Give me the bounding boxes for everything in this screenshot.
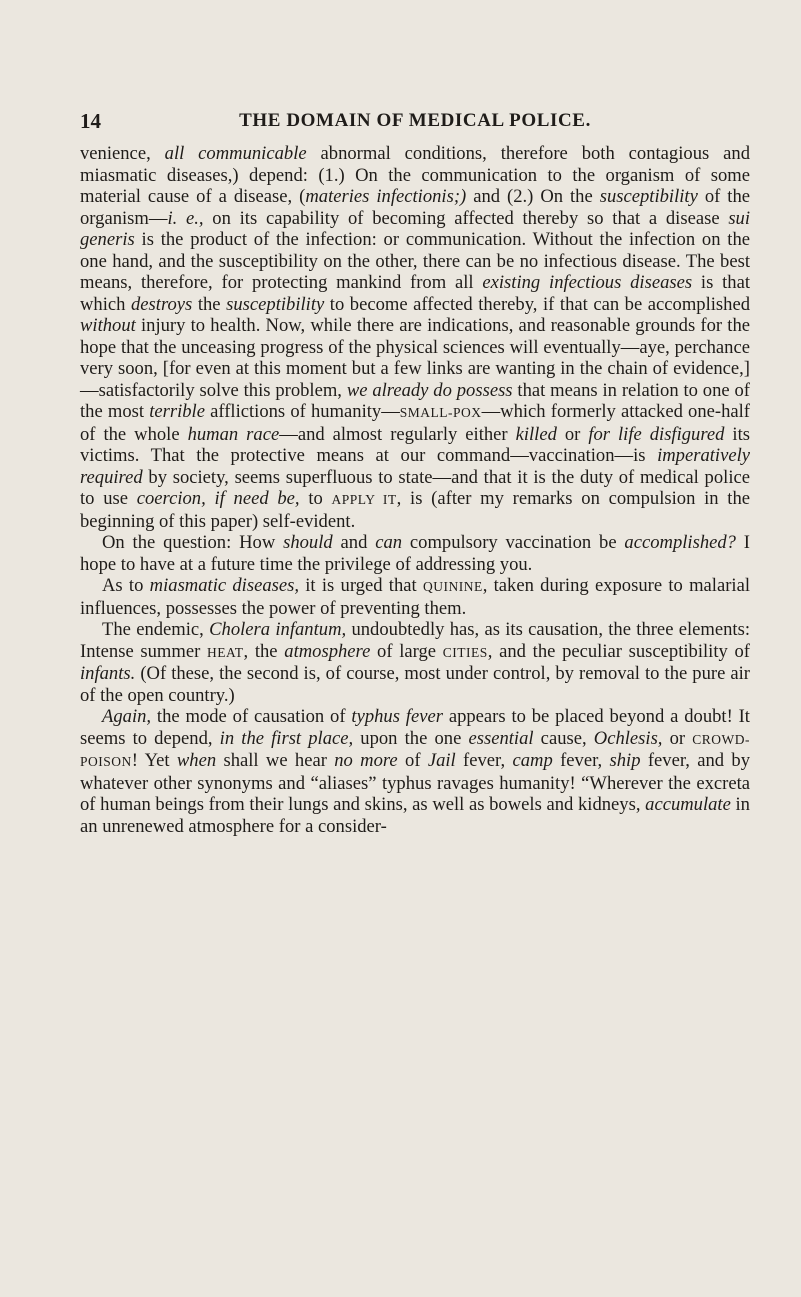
italic-run: imperatively required [80, 445, 750, 488]
text-run: fever, [552, 750, 610, 771]
italic-run: coercion, if need be, [136, 488, 300, 509]
italic-run: when [176, 750, 217, 771]
italic-run: can [375, 532, 403, 553]
text-run: and (2.) On the [466, 186, 600, 207]
text-run: —and almost regularly either [279, 423, 516, 445]
italic-run: typhus fever [351, 706, 443, 727]
text-run: I hope to have at a future time the privilege of addressing you. [80, 532, 750, 575]
italic-run: miasmatic diseases, [149, 575, 299, 596]
italic-run: for life disfigured [588, 423, 725, 445]
italic-run: i. e., [167, 207, 204, 229]
text-run: in an unrenewed atmosphere for a consider- [80, 794, 750, 837]
italic-run: human race [187, 423, 280, 445]
text-run: ! Yet [131, 750, 177, 771]
text-run: fever, and by whatever other synonyms and “aliases” typhus ravages humanity! “Wherever the excreta of human beings from their lungs and skins, as well as bowels and kidneys, [80, 750, 751, 815]
paragraph-vaccination [80, 143, 750, 532]
text-run: injury to health. Now, while there are indications, and reasonable grounds for the hope that the unceasing progress of the physical sciences will eventually—aye, perchance very soon, [for even at this moment but a few links are wanting in the chain of evidence,]—satisfactorily solve this problem, [80, 315, 750, 401]
text-run: is the product of the infection: or communication. Without the infection on the one hand, and the susceptibility on the other, there can be no infectious disease. The best means, therefore, for protecting mankind from all [80, 229, 750, 293]
text-run: of large [370, 640, 443, 662]
running-title: THE DOMAIN OF MEDICAL POLICE. [239, 110, 591, 131]
italic-run: without [80, 315, 136, 336]
small-caps-run: APPLY IT [331, 492, 397, 507]
text-run: to [299, 488, 332, 509]
text-run: by society, seems superfluous to state—and that it is the duty of medical police to use [80, 466, 750, 509]
text-run: cause, [533, 727, 594, 749]
text-run: of [397, 750, 428, 771]
paragraph-miasmatic [80, 575, 750, 619]
italic-run: no more [334, 750, 398, 771]
italic-run: infants. [80, 663, 136, 684]
italic-run: Cholera infantum, [209, 619, 347, 640]
text-run: abnormal conditions, therefore both contagious and miasmatic diseases,) depend: (1.) On the communication to the organism of some material cause of a disease, ( [80, 143, 750, 207]
paragraph-cholera-infantum [80, 619, 750, 706]
small-caps-run: CROWD-POISON [80, 731, 750, 769]
text-run: to become affected thereby, if that can be accomplished [324, 293, 751, 315]
text-run: compulsory vaccination be [402, 532, 625, 553]
italic-run: existing infectious diseases [482, 272, 693, 293]
italic-run: we already do possess [346, 379, 513, 401]
text-run: undoubtedly has, as its causation, the three elements: Intense summer [80, 619, 750, 662]
page-header [80, 109, 750, 133]
text-run: or [662, 727, 693, 749]
text-run: , is (after my remarks on compulsion in the beginning of this paper) self-evident. [80, 488, 751, 532]
italic-run: sui generis [80, 207, 751, 250]
text-run: shall we hear [216, 750, 335, 771]
text-run: The endemic, [102, 619, 210, 640]
text-run: afflictions of humanity— [204, 401, 400, 422]
text-run: upon the one [353, 727, 469, 749]
text-run: fever, [455, 750, 513, 771]
text-run: the mode of causation of [151, 706, 352, 727]
italic-run: terrible [149, 401, 205, 422]
text-run: of the organism— [80, 186, 750, 229]
italic-run: susceptibility [599, 186, 698, 207]
italic-run: accumulate [645, 794, 731, 815]
text-run: is that which [80, 272, 750, 315]
italic-run: in the first place, [219, 727, 354, 749]
text-run: venience, [80, 143, 165, 164]
italic-run: essential [468, 727, 534, 749]
page-number: 14 [80, 109, 101, 133]
text-run: appears to be placed beyond a doubt! It seems to depend, [80, 706, 750, 749]
text-run: As to [102, 575, 150, 596]
text-run: that means in relation to one of the most [80, 379, 751, 422]
italic-run: destroys [131, 293, 193, 315]
italic-run: killed [515, 423, 557, 445]
italic-run: should [283, 532, 333, 553]
text-run: the [192, 293, 227, 315]
small-caps-run: QUININE [422, 579, 483, 594]
italic-run: Jail [427, 750, 456, 771]
small-caps-run: CITIES [442, 644, 488, 660]
text-run: or [556, 423, 589, 445]
text-run: —which formerly attacked one-half of the whole [80, 401, 750, 445]
text-run: (Of these, the second is, of course, most under control, by removal to the pure air of the open country.) [80, 663, 750, 706]
paragraph-compulsory-vaccination [80, 532, 750, 575]
italic-run: Ochlesis, [593, 727, 663, 749]
small-caps-run: SMALL-POX [399, 405, 482, 420]
italic-run: materies infectionis;) [305, 186, 467, 207]
text-run: on its capability of becoming affected thereby so that a disease [203, 207, 729, 229]
italic-run: susceptibility [226, 293, 325, 315]
italic-run: atmosphere [284, 640, 371, 662]
text-run: and [332, 532, 376, 553]
text-run: On the question: How [102, 532, 284, 553]
italic-run: ship [609, 750, 641, 771]
text-run: , the [243, 640, 285, 662]
small-caps-run: HEAT [207, 644, 244, 660]
italic-run: accomplished? [624, 532, 736, 553]
italic-run: camp [512, 750, 553, 771]
text-run: it is urged that [299, 575, 423, 596]
text-run: , taken during exposure to malarial influences, possesses the power of preventing them. [80, 575, 750, 619]
italic-run: Again, [102, 706, 152, 727]
text-run: , and the peculiar susceptibility of [487, 640, 750, 662]
body-text [80, 143, 750, 837]
italic-run: all communicable [164, 143, 307, 164]
paragraph-typhus-fever [80, 706, 750, 837]
text-run: its victims. That the protective means at our command—vaccination—is [80, 423, 750, 466]
